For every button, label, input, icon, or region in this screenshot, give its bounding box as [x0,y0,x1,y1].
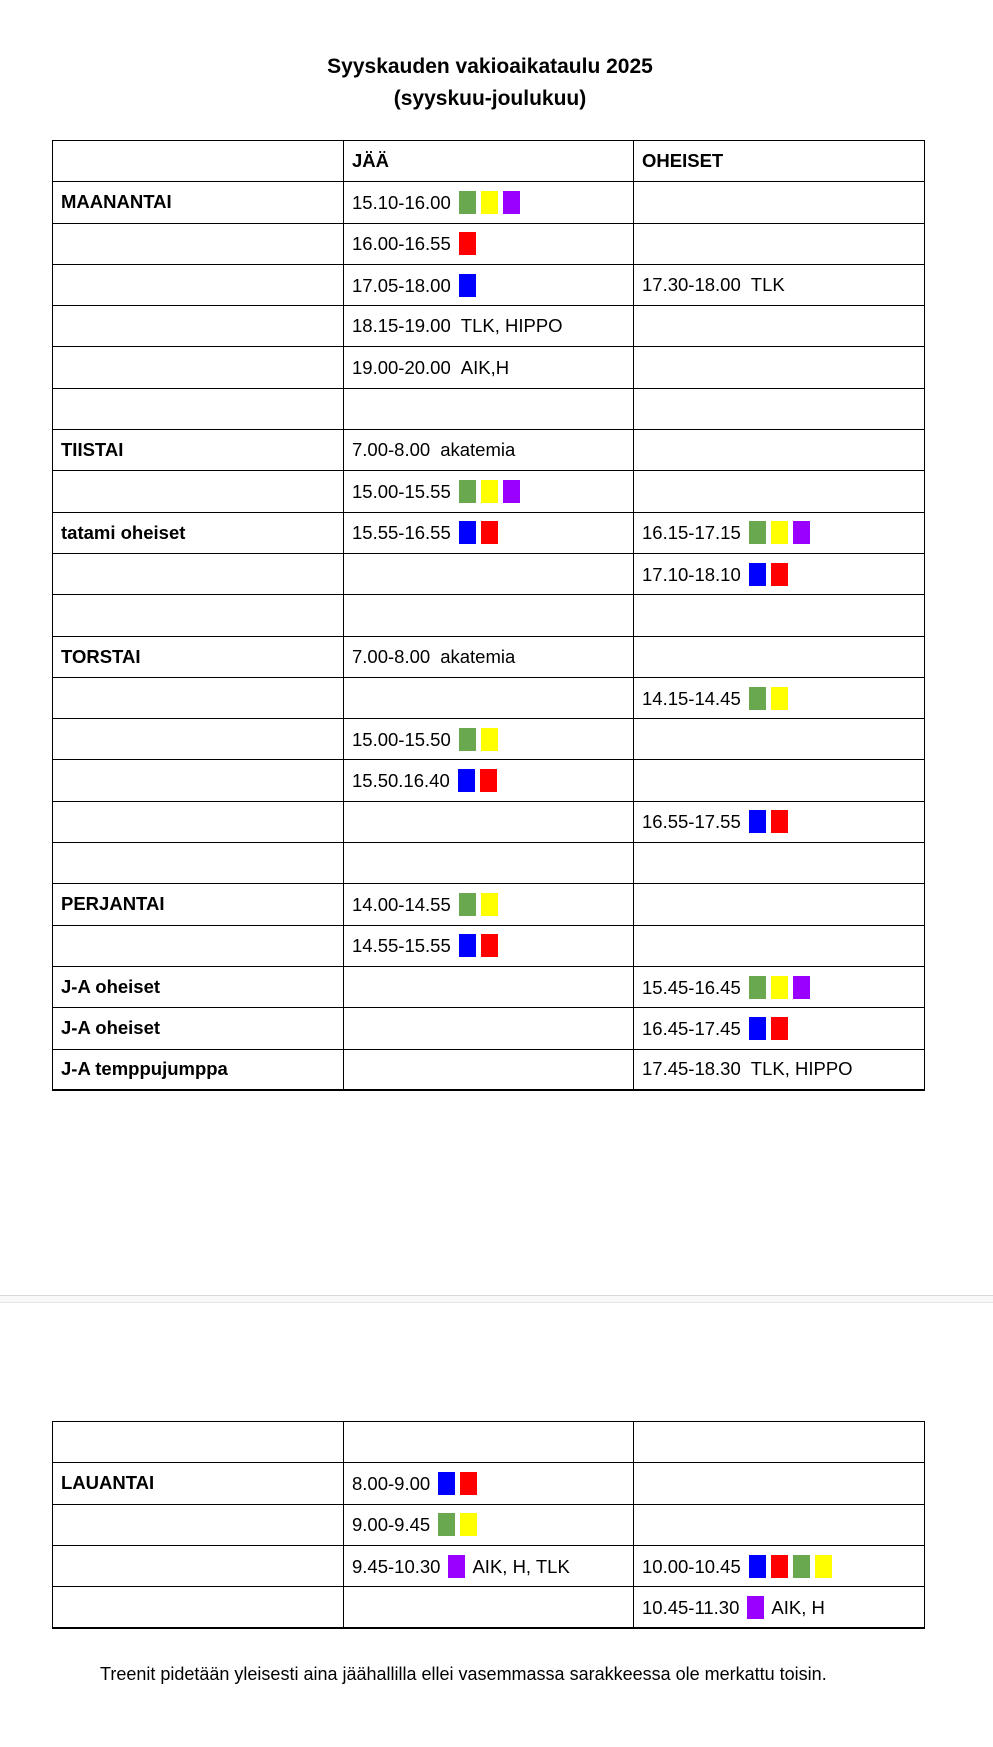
off-ice-cell [634,719,925,760]
group-color-green [749,687,766,710]
table-row [53,1545,925,1586]
group-color-green [459,893,476,916]
ice-cell [344,306,634,347]
ice-cell [344,595,634,636]
column-header [344,1422,634,1463]
time-range: 15.50.16.40 [352,770,450,792]
table-row [53,306,925,347]
table-row [53,388,925,429]
group-note: AIK, H, TLK [472,1555,570,1577]
day-cell: J-A oheiset [53,966,344,1007]
header-row [53,1422,925,1463]
off-ice-cell [634,347,925,388]
day-cell [53,471,344,512]
column-header [53,141,344,182]
group-note: akatemia [440,645,516,667]
day-cell [53,306,344,347]
table-row [53,719,925,760]
day-cell: tatami oheiset [53,512,344,553]
time-range: 15.45-16.45 [642,976,741,998]
off-ice-cell [634,264,925,305]
ice-cell [344,1545,634,1586]
ice-cell [344,719,634,760]
off-ice-cell [634,760,925,801]
ice-cell [344,760,634,801]
day-cell [53,1587,344,1628]
time-range: 19.00-20.00 [352,356,451,378]
table-row [53,553,925,594]
off-ice-cell [634,1545,925,1586]
day-cell [53,719,344,760]
day-cell [53,843,344,884]
schedule-table [52,140,925,1091]
off-ice-cell [634,1049,925,1090]
group-color-green [793,1555,810,1578]
ice-cell [344,966,634,1007]
group-color-purple [503,191,520,214]
group-color-green [459,480,476,503]
group-note: AIK,H [460,356,510,378]
off-ice-cell [634,553,925,594]
table-row [53,925,925,966]
ice-cell [344,677,634,718]
ice-cell [344,1504,634,1545]
day-cell: PERJANTAI [53,884,344,925]
table-row [53,182,925,223]
off-ice-cell [634,884,925,925]
group-color-blue [459,934,476,957]
table-row [53,884,925,925]
group-color-blue [459,521,476,544]
off-ice-cell [634,966,925,1007]
group-color-blue [749,563,766,586]
group-color-yellow [771,521,788,544]
off-ice-cell [634,636,925,677]
day-cell: MAANANTAI [53,182,344,223]
group-color-blue [458,769,475,792]
group-color-red [481,521,498,544]
day-cell: TORSTAI [53,636,344,677]
group-color-red [771,563,788,586]
group-color-red [460,1472,477,1495]
group-color-yellow [771,687,788,710]
time-range: 9.45-10.30 [352,1555,441,1577]
group-color-yellow [481,191,498,214]
table-row [53,1587,925,1628]
time-range: 14.00-14.55 [352,893,451,915]
group-color-red [771,810,788,833]
group-color-blue [749,810,766,833]
ice-cell [344,512,634,553]
time-range: 17.05-18.00 [352,274,451,296]
column-header [634,1422,925,1463]
table-row [53,843,925,884]
ice-cell [344,636,634,677]
off-ice-cell [634,1587,925,1628]
table-row [53,471,925,512]
group-color-purple [448,1555,465,1578]
time-range: 14.15-14.45 [642,687,741,709]
group-color-blue [749,1555,766,1578]
off-ice-cell [634,471,925,512]
table-row [53,1463,925,1504]
table-row [53,1049,925,1090]
time-range: 16.45-17.45 [642,1017,741,1039]
time-range: 7.00-8.00 [352,645,431,667]
day-cell: TIISTAI [53,430,344,471]
group-note: TLK, HIPPO [750,1058,853,1080]
time-range: 14.55-15.55 [352,935,451,957]
off-ice-cell [634,1463,925,1504]
group-color-green [749,976,766,999]
group-color-red [481,934,498,957]
ice-cell [344,884,634,925]
ice-cell [344,430,634,471]
group-color-purple [747,1596,764,1619]
table-row [53,430,925,471]
ice-cell [344,388,634,429]
off-ice-cell [634,430,925,471]
table-row [53,223,925,264]
table-row [53,347,925,388]
table-row [53,1504,925,1545]
day-cell [53,760,344,801]
day-cell [53,925,344,966]
page-title: Syyskauden vakioaikataulu 2025 [327,55,653,78]
off-ice-cell [634,801,925,842]
footer-note: Treenit pidetään yleisesti aina jäähallilla ellei vasemmassa sarakkeessa ole merkattu toisin. [100,1664,827,1684]
day-cell [53,388,344,429]
ice-cell [344,471,634,512]
time-range: 10.45-11.30 [642,1596,740,1618]
ice-cell [344,223,634,264]
group-note: TLK [750,274,785,296]
time-range: 15.10-16.00 [352,191,451,213]
time-range: 16.00-16.55 [352,233,451,255]
group-color-blue [749,1017,766,1040]
ice-cell [344,801,634,842]
table-row [53,801,925,842]
off-ice-cell [634,677,925,718]
day-cell [53,1545,344,1586]
group-color-red [459,232,476,255]
day-cell: J-A oheiset [53,1008,344,1049]
time-range: 15.00-15.55 [352,481,451,503]
group-color-green [749,521,766,544]
group-color-red [480,769,497,792]
ice-cell [344,1587,634,1628]
time-range: 17.30-18.00 [642,274,741,296]
time-range: 17.45-18.30 [642,1058,741,1080]
group-color-yellow [481,480,498,503]
ice-cell [344,1008,634,1049]
group-color-yellow [481,728,498,751]
off-ice-cell [634,512,925,553]
off-ice-cell [634,843,925,884]
column-header [53,1422,344,1463]
header-row [53,141,925,182]
day-cell [53,595,344,636]
ice-cell [344,1463,634,1504]
ice-cell [344,264,634,305]
day-cell [53,677,344,718]
ice-cell [344,182,634,223]
table-row [53,677,925,718]
group-color-yellow [460,1513,477,1536]
table-row [53,595,925,636]
page-subtitle: (syyskuu-joulukuu) [393,87,587,110]
time-range: 10.00-10.45 [642,1555,741,1577]
group-color-purple [503,480,520,503]
column-header: OHEISET [634,141,925,182]
day-cell: J-A temppujumppa [53,1049,344,1090]
off-ice-cell [634,925,925,966]
table-row [53,636,925,677]
ice-cell [344,925,634,966]
day-cell [53,1504,344,1545]
ice-cell [344,843,634,884]
day-cell [53,801,344,842]
day-cell [53,553,344,594]
day-cell: LAUANTAI [53,1463,344,1504]
ice-cell [344,347,634,388]
off-ice-cell [634,306,925,347]
group-color-purple [793,521,810,544]
group-note: AIK, H [771,1596,825,1618]
ice-cell [344,553,634,594]
group-color-red [771,1555,788,1578]
group-color-green [459,191,476,214]
group-color-green [459,728,476,751]
time-range: 18.15-19.00 [352,315,451,337]
group-note: TLK, HIPPO [460,315,563,337]
time-range: 16.15-17.15 [642,522,741,544]
group-color-blue [459,274,476,297]
group-note: akatemia [440,439,516,461]
time-range: 8.00-9.00 [352,1472,431,1494]
group-color-yellow [771,976,788,999]
off-ice-cell [634,1504,925,1545]
table-row [53,264,925,305]
off-ice-cell [634,388,925,429]
group-color-red [771,1017,788,1040]
ice-cell [344,1049,634,1090]
time-range: 7.00-8.00 [352,439,431,461]
day-cell [53,223,344,264]
group-color-green [438,1513,455,1536]
table-row [53,512,925,553]
time-range: 16.55-17.55 [642,811,741,833]
time-range: 15.55-16.55 [352,522,451,544]
table-row [53,760,925,801]
time-range: 17.10-18.10 [642,563,741,585]
table-row [53,1008,925,1049]
group-color-yellow [481,893,498,916]
column-header: JÄÄ [344,141,634,182]
group-color-yellow [815,1555,832,1578]
time-range: 9.00-9.45 [352,1514,431,1536]
day-cell [53,347,344,388]
off-ice-cell [634,595,925,636]
day-cell [53,264,344,305]
group-color-blue [438,1472,455,1495]
saturday-schedule-table [52,1421,925,1629]
page-break [0,1295,993,1303]
table-row [53,966,925,1007]
time-range: 15.00-15.50 [352,728,451,750]
off-ice-cell [634,1008,925,1049]
group-color-purple [793,976,810,999]
off-ice-cell [634,182,925,223]
off-ice-cell [634,223,925,264]
